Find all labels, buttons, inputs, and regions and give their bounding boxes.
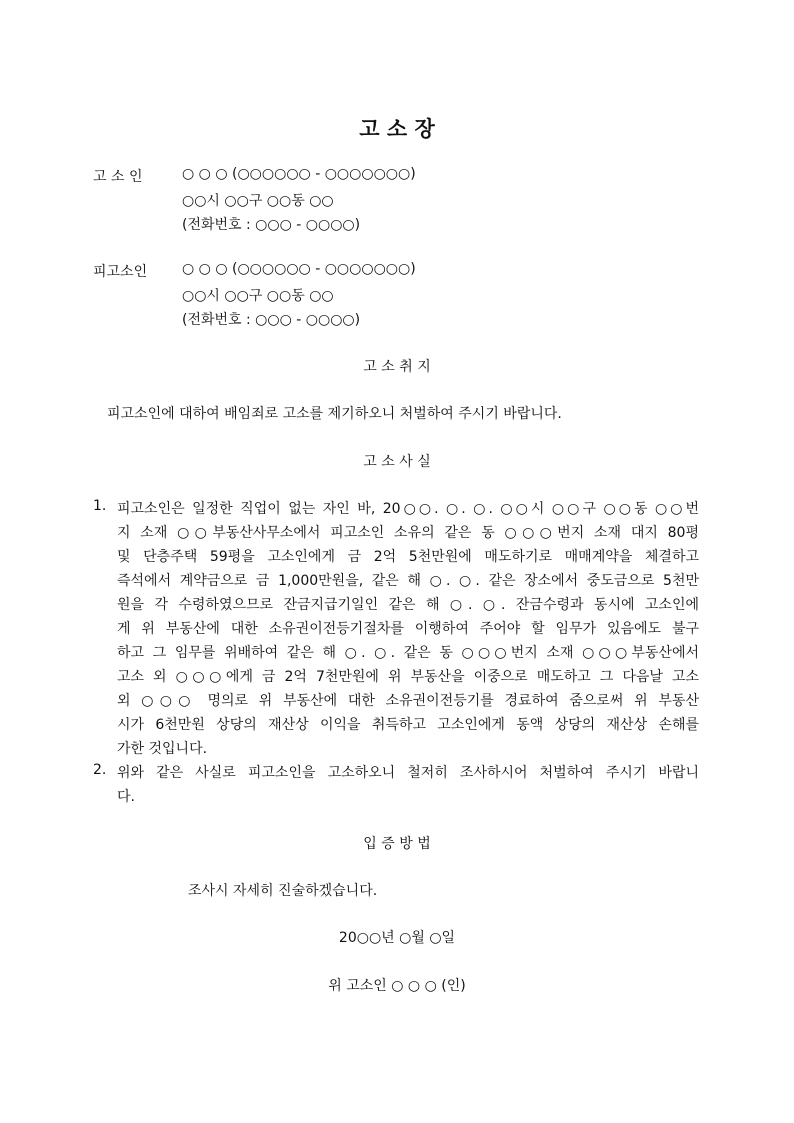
facts-line: 외 ○○○ 명의로 위 부동산에 대한 소유권이전등기를 경료하여 줌으로써 위 부동산: [117, 693, 699, 709]
document-date: 20○○년 ○월 ○일: [338, 930, 456, 946]
facts-line: 및 단층주택 59평을 고소인에게 금 2억 5천만원에 매도하기로 매매계약을 체결하고: [117, 549, 699, 565]
accused-label: 피고소인: [93, 264, 148, 280]
facts-line: 다.: [117, 789, 135, 805]
facts-item-number: 1.: [93, 498, 107, 514]
accused-name-id: ○ ○ ○ (○○○○○○ - ○○○○○○○): [182, 261, 416, 277]
signature-line: 위 고소인 ○ ○ ○ (인): [328, 978, 466, 994]
facts-heading: 고 소 사 실: [363, 454, 431, 470]
facts-line: 원을 각 수령하였으므로 잔금지급기일인 같은 해 ○. ○. 잔금수령과 동시에 고소인에: [117, 597, 699, 613]
evidence-heading: 입 증 방 법: [363, 836, 431, 852]
accused-address: ○○시 ○○구 ○○동 ○○: [182, 288, 334, 304]
facts-line: 시가 6천만원 상당의 재산상 이익을 취득하고 고소인에게 동액 상당의 재산상 손해를: [117, 717, 699, 733]
facts-line: 게 위 부동산에 대한 소유권이전등기절차를 이행하여 주어야 할 임무가 있음에도 불구: [117, 621, 699, 637]
purpose-heading: 고 소 취 지: [363, 359, 431, 375]
facts-line: 고소 외 ○○○에게 금 2억 7천만원에 위 부동산을 이중으로 매도하고 그 다음날 고소: [117, 669, 699, 685]
facts-line: 하고 그 임무를 위배하여 같은 해 ○. ○. 같은 동 ○○○번지 소재 ○○○부동산에서: [117, 645, 699, 661]
facts-line: 즉석에서 계약금으로 금 1,000만원을, 같은 해 ○. ○. 같은 장소에서 중도금으로 5천만: [117, 573, 699, 589]
complainant-label: 고 소 인: [93, 169, 143, 185]
complainant-address: ○○시 ○○구 ○○동 ○○: [182, 193, 334, 209]
document-title: 고 소 장: [359, 117, 435, 141]
facts-line: 위와 같은 사실로 피고소인을 고소하오니 철저히 조사하시어 처벌하여 주시기 바랍니: [117, 765, 699, 781]
accused-phone: (전화번호 : ○○○ - ○○○○): [182, 312, 361, 328]
facts-line: 가한 것입니다.: [117, 741, 208, 757]
complainant-phone: (전화번호 : ○○○ - ○○○○): [182, 217, 361, 233]
evidence-text: 조사시 자세히 진술하겠습니다.: [188, 883, 378, 899]
facts-line: 지 소재 ○○부동산사무소에서 피고소인 소유의 같은 동 ○○○번지 소재 대지 80평: [117, 525, 699, 541]
facts-line: 피고소인은 일정한 직업이 없는 자인 바, 20○○. ○. ○. ○○시 ○○구 ○○동 ○○번: [117, 501, 699, 517]
complainant-name-id: ○ ○ ○ (○○○○○○ - ○○○○○○○): [182, 166, 416, 182]
facts-item-number: 2.: [93, 762, 107, 778]
purpose-text: 피고소인에 대하여 배임죄로 고소를 제기하오니 처벌하여 주시기 바랍니다.: [107, 406, 562, 422]
